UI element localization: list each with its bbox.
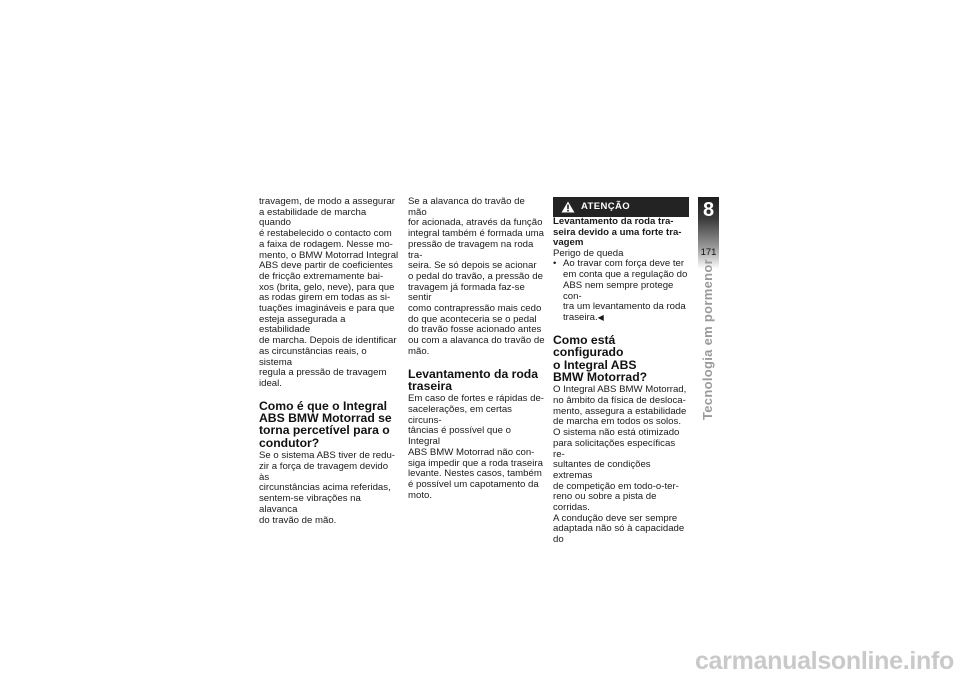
warning-label: ATENÇÃO (581, 200, 631, 212)
section-heading: Levantamento da roda traseira (408, 366, 539, 393)
paragraph: Em caso de fortes e rápidas de- sacelerações, em certas circuns- tâncias é possível que o Integral ABS BMW Motorrad não con- siga impedir que a roda traseira levante. Nestes casos, também é possível um capotamento da moto. (408, 393, 544, 501)
end-mark-icon: ◀ (597, 313, 604, 322)
paragraph: O Integral ABS BMW Motorrad, no âmbito da física de desloca- mento, assegura a estabilidade de marcha em todos os solos. O sistema não está otimizado para solicitações específicas re- sultantes de condições extremas de competição em todo-o-ter- reno ou sobre a pista de corridas. A condução deve ser sempre adaptada não só à capacidade do (553, 384, 687, 546)
paragraph: Se a alavanca do travão de mão for acionada, através da função integral também é formada uma pressão de travagem na roda tra- seira. Se só depois se acionar o pedal do travão, a pressão de travagem já formada faz-se sentir como contrapressão mais cedo do que aconteceria se o pedal do travão fosse acionado antes ou com a alavanca do travão de mão. (408, 196, 545, 357)
bullet-dot: • (553, 258, 557, 270)
side-chapter-title: Tecnologia em pormenor (700, 259, 715, 420)
warning-title: Levantamento da roda tra- seira devido a uma forte tra- vagem (553, 216, 682, 249)
section-heading: Como está configurado o Integral ABS BMW Motorrad? (553, 332, 648, 384)
warning-subtitle: Perigo de queda (553, 247, 624, 259)
warning-banner (553, 197, 689, 217)
text-column-2 (408, 197, 545, 501)
paragraph: travagem, de modo a assegurar a estabilidade de marcha quando é restabelecido o contacto com a faixa de rodagem. Nesse mo- mento, o BMW Motorrad Integral ABS deve partir de coeficientes de fricção extremamente bai- xos (brita, gelo, neve), para que as rodas girem em todas as si- tuações imagináveis e para que esteja assegurada a estabilidade de marcha. Depois de identificar as circunstâncias reais, o sistema regula a pressão de travagem ideal. (259, 196, 399, 389)
paragraph: Se o sistema ABS tiver de redu- zir a força de travagem devido às circunstâncias acima referidas, sentem-se vibrações na alavanca do travão de mão. (259, 450, 395, 526)
chapter-number: 8 (702, 199, 715, 221)
section-heading: Como é que o Integral ABS BMW Motorrad se torna percetível para o condutor? (259, 398, 392, 450)
warning-triangle-icon (561, 201, 575, 213)
warning-bullet: • Ao travar com força deve ter em conta que a regulação do ABS nem sempre protege con- tra um levantamento da roda traseira.◀ (553, 258, 688, 323)
watermark: carmanualsonline.info (694, 647, 954, 675)
text-column-3 (553, 197, 689, 546)
text-column-1 (259, 197, 399, 526)
page-number: 171 (700, 247, 717, 258)
